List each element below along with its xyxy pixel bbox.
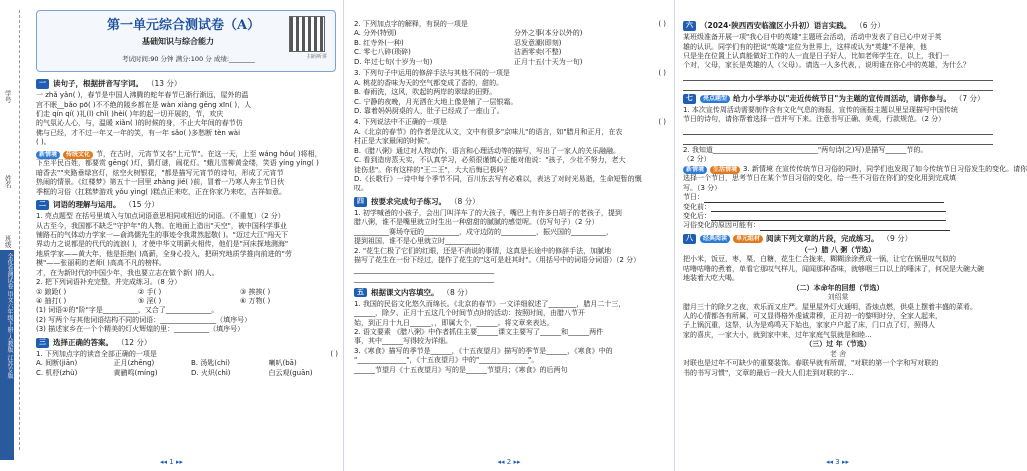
text-line: (3) 描述家乡在一个个精美的灯火辉煌的里：__________（填序号） — [36, 325, 245, 334]
text-line: 家的喜庆，一家大小，就到家中来，过年家庭气氛就是和睦... — [683, 330, 872, 339]
highlight-tag: 亮点题型 — [700, 95, 730, 103]
section-number: 七 — [683, 94, 696, 103]
choice-option[interactable]: B. 汤匙(chí) — [191, 359, 230, 368]
test-header — [36, 10, 336, 72]
section-label: 按要求完成句子练习。 — [371, 196, 446, 206]
text-line: 人的心情都各有所属，可又显得格外虔诚肃穆，正月初一的黎明时分，全家人起来， — [683, 312, 942, 320]
fill-line[interactable]: ______节望月《十五夜望月》写的是______节望月；《寒食》的后两句 — [354, 365, 568, 374]
fill-line[interactable]: 始，到正月十九日______，，即属大个，______。将文章来表达。 — [354, 318, 554, 327]
class-label: 班级 — [3, 235, 12, 248]
section-1-heading — [36, 79, 338, 89]
text-line: 咕噜咕噜的煮着，单看它那叹气样儿，闻闻那种香味，就够咽三口以上的唾沫了，何况是大碗大碗 — [683, 264, 984, 273]
text-line: 模"——张丽莉的老师( )高高不凡的榜样。 — [36, 259, 166, 268]
answer-paren[interactable]: ( ) — [658, 118, 666, 127]
answer-paren[interactable]: ( ) — [658, 69, 666, 78]
fill-line[interactable]: 事，其中______写得较为详细。 — [354, 337, 452, 346]
section-number: 三 — [36, 338, 49, 347]
text-line: 节日的诗句，请你帮着选择一首并写下来。注意书写正确、美观，行款规范。（2 分） — [683, 115, 946, 124]
passage-c-title: （三）过 年（节选） — [805, 340, 871, 349]
section-points: （12 分） — [117, 337, 152, 347]
passage-c-author: 老 舍 — [829, 349, 847, 358]
fill-line[interactable]: 2. 语文要素 《腊八粥》中作者抓住主要______课文主要写了______和______两件 — [354, 327, 604, 336]
question-text: 3. 下列句子中运用的修辞手法与其他不同的一项是 — [354, 69, 510, 78]
section-number: 八 — [683, 234, 696, 243]
text-line: 佛与已经，才不过一年又一年的笑，有一年 sǎo( )多愁断 tèn wài — [36, 128, 241, 137]
text-line: 地质学家——黄大年，他是拒绝( )高薪，全身心投入，把研究地质学推向前进的"劳 — [36, 249, 292, 258]
field-label: 习俗变化的原因可能有： — [683, 221, 760, 230]
choice-option[interactable]: A. 间断(jiān) — [36, 359, 78, 368]
text-line: 节，在古时，元宵节又名"上元节"。在这一天，上至 wáng hóu( )将相， — [96, 149, 322, 158]
text-line: 写。（3 分） — [683, 183, 722, 192]
text-line: 书的书写习惯"，文章的最后一段大人们走到对联的字... — [683, 368, 854, 377]
choice-option-detail: 正月十五(十天为一旬) — [514, 57, 583, 66]
page-1 — [0, 0, 344, 471]
answer-line[interactable] — [683, 72, 993, 81]
word-option[interactable]: ④ 抽打( ) — [36, 297, 67, 305]
choice-option-cont: 叹。 — [354, 184, 368, 193]
choice-option[interactable]: C. 零七八碎(琐碎) — [354, 48, 411, 57]
qr-code-icon[interactable] — [289, 16, 325, 52]
new-context-tag: 新情境 — [36, 151, 60, 159]
text-line: 热闹的情景。《红楼梦》第五十一回里 zhàng jié( )前，冒着一乃寒人奔主节日伙 — [36, 178, 285, 187]
question-3-3 — [354, 69, 666, 78]
text-line: 的气氛沁人心，与，温暖 xiǎn( )的时候的身，不止大年间的春节仿 — [36, 119, 243, 128]
choice-option[interactable]: B. 春雨洗，这风，吹起的两岸的翠绿的田野。 — [354, 88, 497, 97]
page-3-content — [683, 18, 1027, 378]
fill-line[interactable]: ______，除夕、正月十五这几个时间节点时的活动：按照时间，由腊八节开 — [354, 309, 585, 318]
fill-line[interactable]: 1. 我国的民俗文化悠久而绵长。《北京的春节》一文详细叙述了________，腊月二十三， — [354, 299, 626, 308]
page-number-value: 1 — [169, 457, 174, 466]
text-line: 2. "花生仁极了它们的红眼，还是不消说的事情，这真是长途中的修辞手法，加腻地 — [354, 246, 612, 255]
text-line: 一 zhǎ yǎn( )，春节是中国人沸腾的蛇年春节已渐行渐远，屋外的温 — [36, 91, 249, 100]
field-blank[interactable] — [711, 205, 946, 212]
text-line: 腊月三十的除夕之夜，欢乐而又庄严。屋里屋外灯火通明，香烛点燃，供桌上摆着丰盛的菜肴。 — [683, 302, 977, 311]
section-points: （13 分） — [147, 79, 182, 88]
new-context-tag: 新情境 — [683, 166, 707, 174]
section-6-heading — [683, 21, 993, 31]
page-2 — [344, 0, 675, 471]
text-line: 1. 初学喊爸的小孩子，会出门叫洋车了的大孩子，嘴巴上有许多白胡子的老孩子，提到 — [354, 209, 622, 217]
word-option[interactable]: ⑤ 淫( ) — [138, 297, 162, 305]
form-field-festival[interactable] — [683, 193, 993, 202]
text-line: 从古至今，我国都不缺乏"守护年"的人物。在地面上造出"天空"，被中国科学事业 — [36, 221, 287, 230]
choice-option[interactable]: A. 分外(特别) — [354, 29, 397, 38]
word-option[interactable]: ② 手( ) — [138, 287, 162, 296]
fill-line[interactable]: 2. 我知道______________________________"两句诗(之)写)是描写______节的。 — [683, 145, 928, 154]
fill-line[interactable]: 3.《寒食》描写的季节是______，《十五夜望月》描写的季节是______，《寒食》中的 — [354, 346, 613, 355]
field-blank[interactable] — [704, 196, 944, 203]
passage-b-title: （二）本命年的回想（节选） — [792, 283, 884, 292]
fill-line[interactable]: __________赛场夺冠的__________，戍守边防的__________，振兴国的__________， — [354, 227, 613, 236]
form-field-after[interactable] — [683, 212, 993, 221]
answer-line[interactable]: ________________________________________ — [354, 265, 494, 274]
section-points: （8 分） — [450, 196, 480, 206]
choice-option[interactable]: B. 红寺外(一种) — [354, 38, 404, 47]
fill-line[interactable]: 提到祖国，谁不是心里就立时__________ — [354, 237, 480, 246]
page-2-content — [354, 20, 666, 375]
question-3-4 — [354, 118, 666, 127]
page-number-value: 2 — [506, 457, 512, 466]
choice-option[interactable]: A.《北京的春节》的作者是沈从文，文中有很多"京味儿"的语言，如"腊月和正月，在农 — [354, 127, 623, 136]
section-label: 选择正确的答案。 — [53, 337, 113, 347]
text-line: 某班级准备开展一项"我心目中的英雄"主题班会活动，活动中发表了自已心中对于英 — [683, 33, 942, 42]
text-line: 宫不眠__bǎo pō( )不不绝的陵乡都在是 wàn xiàng gēng xīn( )，人 — [36, 100, 252, 109]
section-points: （7 分） — [954, 93, 985, 103]
choice-options — [354, 29, 666, 67]
choice-option[interactable]: D.《长歌行》一诗中每个季节不同，百川东去写有必难以，表达了对时光易逝，生命短暂的慨 — [354, 175, 642, 183]
answer-line[interactable] — [683, 136, 993, 145]
classic-reading-tag: 经典阅读 — [700, 235, 730, 243]
text-line: 个对，父母，家长是英雄的人（父母）。请选一人多代表，，说明谁在你心中的英雄，为什么？ — [683, 61, 970, 70]
qr-caption: 扫码听讲 — [306, 54, 327, 60]
section-number: 六 — [683, 21, 696, 30]
text-line: 描写了花生在一份下经过，提作了花生的"这可是赶其时"。（用括号中的词语分词语）（2 分） — [354, 256, 641, 265]
test-subtitle: 基础知识与综合能力 — [142, 37, 214, 46]
word-option[interactable]: ⑥ 万物( ) — [240, 297, 271, 305]
text-line: 铺路石的气体动力学家一—俞鸿儒先生的事迹令我肃然起敬( )。"迈过大江"闯天下 — [36, 230, 289, 239]
text-line: 界动力之说都是的代代的流浪( )，才使中华文明薪火相传，他们是"河床探地测海" — [36, 240, 289, 249]
text-line: 只是坐在位置上认真能做好工作的人一直是日子好人，比如老师学生在，以上，我们一 — [683, 52, 949, 60]
page-3 — [675, 0, 1027, 471]
word-option[interactable]: ③ 挨挨( ) — [240, 287, 271, 296]
text-line: 们走 qín qí( )礼(l) chǐ( )hèi( )年的起一切开展的，节，欢庆 — [36, 110, 224, 118]
field-label: 变化后： — [683, 211, 711, 220]
text-line: 1. 本次宣传周活动需要制作含有文化气息的海报，宣传的画报主题以里呈现描写中国传统 — [683, 106, 958, 114]
section-points: （9 分） — [882, 233, 913, 243]
question-2-2: 2. 把下列词语补充完整，并完成练习。（8 分） — [36, 278, 182, 287]
choice-option-detail: 分外之事(本分以外的) — [514, 29, 583, 38]
section-points: （8 分） — [442, 287, 473, 297]
section-points: （15 分） — [124, 199, 159, 209]
text-line: ( )。 — [36, 138, 51, 147]
text-line: 选择一个节日，思考节日在某个节目习俗的变化，给一些不习俗在你们的变化用到完成填 — [683, 174, 956, 183]
choice-option[interactable]: C. 看到造房蒸天实，不认真学习，必须很谨慎心正能对他说："孩子，少壮不努力，老大 — [354, 156, 626, 165]
text-line: 子上锅沉重，这祭，认为是鸡鸣天下始也，家家户户起了床，门口点了灯，照得人 — [683, 321, 935, 330]
section-number: 五 — [354, 288, 367, 297]
name-label: 姓名 — [3, 175, 12, 188]
test-meta: 考试时间:90 分钟 满分:100 分 成绩:________ — [122, 55, 256, 63]
text-line: （2 分） — [683, 155, 711, 164]
question-7-3 — [683, 164, 1027, 174]
answer-line[interactable] — [683, 82, 993, 91]
binding-margin — [0, 0, 31, 471]
section-label: 阅读下列文章的片段，完成练习。 — [766, 233, 879, 243]
choice-option[interactable]: D. 年过七旬(十岁为一旬) — [354, 57, 433, 66]
passage-a-title: （一）腊 八 粥（节选） — [800, 245, 876, 254]
section-points: （6 分） — [855, 21, 885, 30]
text-line: 暗香去""夹路垂绿宫灯，炫空火树银花，"都是描写元宵节的诗句，形成了元宵节 — [36, 168, 284, 177]
cut-line — [19, 10, 20, 450]
choice-option[interactable]: 白云观(guān) — [268, 368, 313, 377]
word-option[interactable]: ① 踉跄( ) — [36, 287, 67, 296]
answer-line[interactable] — [683, 126, 993, 135]
choice-option-cont: 徒伤悲"。你有这样的"王二王"，大大后悔已极吗？ — [354, 165, 511, 174]
section-4-heading — [354, 197, 666, 207]
question-text: 3. 新情境 在宣传传统节日习俗的同时，同学们也发现了如今传统节日习俗发生的变化。请你 — [743, 164, 1027, 173]
section-2-heading — [36, 200, 338, 210]
student-id-label: 学号 — [3, 90, 12, 103]
word-options — [36, 288, 338, 307]
culture-tag: 传统文化 — [63, 151, 93, 159]
section-1b — [36, 150, 338, 159]
form-field-reason[interactable] — [683, 221, 993, 230]
section-label: 根据课文内容填空。 — [371, 287, 439, 297]
field-label: 节日： — [683, 193, 704, 202]
unit-material-tag: 单元组材 — [733, 235, 763, 243]
form-field-before[interactable] — [683, 203, 993, 212]
field-label: 变化前： — [683, 202, 711, 211]
fill-line[interactable]: "______________"，《十五夜望月》中的"______________"。 — [354, 356, 539, 365]
choice-option[interactable]: A. 桃花的香味为天的空气都变成了香的，甜的。 — [354, 78, 504, 87]
section-8-heading — [683, 234, 993, 244]
choice-option[interactable]: D. 靠着妈妈厨桌的人，肚子已经成了一座山了。 — [354, 106, 504, 115]
life-context-tag: 生活情境 — [710, 166, 740, 174]
choice-option-cont: 村正是大家最闲的时候"。 — [354, 137, 435, 146]
question-3-1 — [36, 350, 338, 359]
text-line: 雄的认识。同学们有的把说"英雄"定位为世界上，这样或认为"英雄"不是神，他 — [683, 42, 927, 51]
choice-option[interactable]: 正月(zhēng) — [113, 359, 155, 368]
text-line: 对联也是过年不可缺少的重要装饰。春联早就有所谓，"对联的第一个字和写对联的 — [683, 359, 939, 368]
section-number: 四 — [354, 197, 367, 206]
section-label: （2024·陕西西安临潼区小升初）语言实践。 — [700, 21, 852, 30]
answer-paren[interactable]: ( ) — [330, 349, 338, 358]
page-number-value: 3 — [835, 457, 840, 466]
field-blank[interactable] — [760, 224, 950, 231]
question-text: 1. 下列加点字的读音全部正确的一项是 — [36, 349, 157, 358]
text-line: 下至平民百姓，都要赏 gēng( )灯，猜灯谜，闹花灯。"蛾儿雪柳黄金缕，笑语 yíng yíng( ) — [36, 159, 319, 168]
choice-option[interactable]: C. 机杼(zhù) — [36, 368, 78, 377]
text-line: (1) 词语①的"阶"字是__________，又合了_____________。 — [36, 306, 219, 315]
text-line: 把小米，饭豆，枣，栗，白糖，花生仁合拢来，糊糊涂涂煮成一锅，让它在锅里叹气似的 — [683, 255, 956, 264]
page-number: ◂◂ 1 ▸▸ — [160, 457, 183, 466]
choice-option[interactable]: 黄鹂鸣(míng) — [113, 368, 158, 377]
section-7-heading — [683, 94, 993, 104]
text-line: 地装着大吃大喝。 — [683, 274, 739, 283]
passage-b-author: 刘绍棠 — [827, 293, 849, 302]
section-5-heading — [354, 288, 666, 298]
page-number: ◂◂ 2 ▸▸ — [497, 457, 521, 466]
choice-option[interactable]: 喇叭(bā) — [268, 359, 297, 368]
section-label: 给力小学举办以"走近传统节日"为主题的宣传周活动，请你参与。 — [733, 93, 951, 103]
series-caption: 全优卷测试卷 语文六年级下册·人教版 江苏专版 — [0, 250, 14, 460]
text-line: 腊八粥，谁不是嘴里就立时生出一种甜甜的腻腻的感觉呢。（仿写句子）（2 分） — [354, 218, 599, 227]
choice-option[interactable]: D. 火炽(chì) — [191, 368, 231, 377]
test-title: 第一单元综合测试卷（A） — [107, 18, 261, 33]
answer-line[interactable]: ________________________________________ — [354, 275, 494, 284]
answer-paren[interactable]: ( ) — [658, 20, 666, 28]
section-number: 二 — [36, 200, 49, 209]
text-line: 才，在为新时代的中国少年，我也要立志在做个新( )的人。 — [36, 268, 219, 277]
page-number: ◂◂ 3 ▸▸ — [826, 457, 849, 466]
text-line: 季框的习俗（扛糕梦游戏 yǒu yìng( )糕点正来吃，正在你家乃来吃，吉祥如意。 — [36, 187, 286, 196]
page-1-content — [36, 76, 338, 378]
section-number: 一 — [36, 79, 49, 88]
choice-option[interactable]: C. 宁静的夜晚，月光洒在大地上像是铺了一层银霜。 — [354, 97, 518, 106]
section-3-heading — [36, 338, 338, 348]
choice-option-detail: 沽酒零卖(不整) — [514, 48, 562, 57]
section-1-body — [36, 91, 338, 148]
section-label: 读句子，根据拼音写字词。 — [53, 79, 143, 88]
choice-options — [36, 359, 338, 378]
choice-option-detail: 忍发意潮(即刻) — [514, 38, 562, 47]
question-text: 2. 下列加点字的解释，有误的一项是 — [354, 20, 468, 28]
question-text: 4. 下列说法中不正确的一项是 — [354, 118, 447, 127]
choice-option[interactable]: B.《腊八粥》通过对人物动作、语言和心理活动等的描写，写出了一家人的关乐融融。 — [354, 146, 621, 155]
question-3-2 — [354, 20, 666, 29]
section-label: 词语的理解与运用。 — [53, 199, 121, 209]
text-line: (2) 写两个与其他词语结构不同的词语：________________（填序号） — [36, 315, 252, 324]
question-2-1: 1. 亮点题型 在括号里填入与加点词语意思相同或相近的词语。（不重复）（2 分） — [36, 212, 285, 221]
